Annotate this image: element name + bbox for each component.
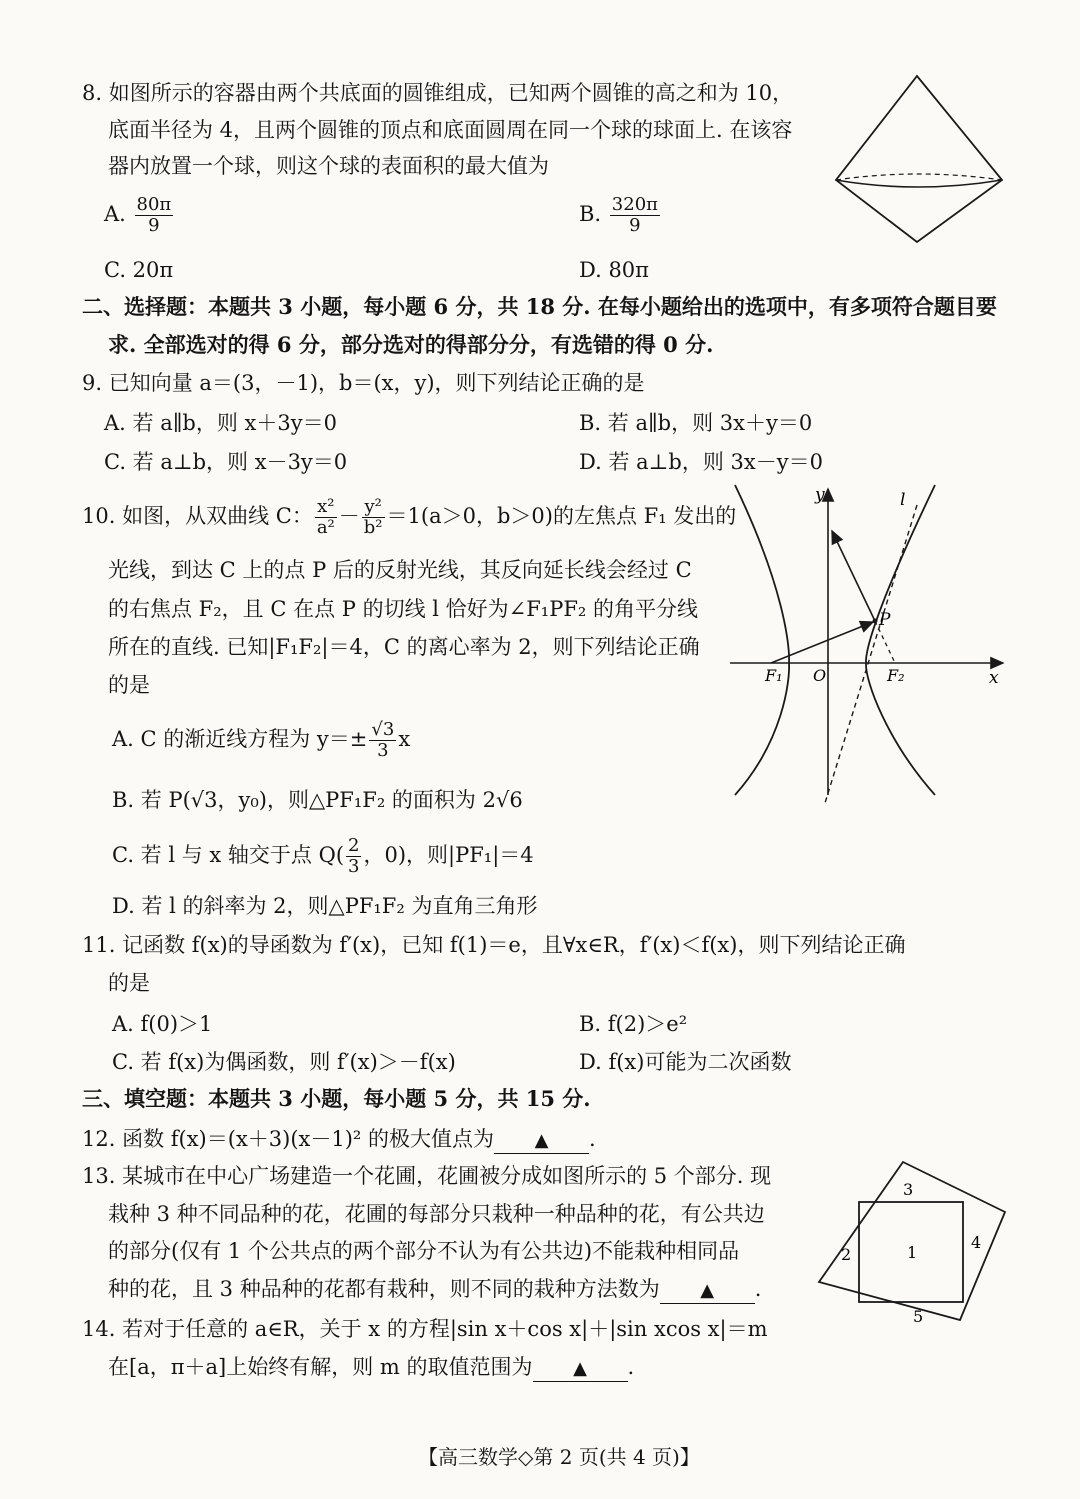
- q10-minus: －: [338, 504, 360, 528]
- q13-period: .: [754, 1277, 762, 1301]
- q8-option-a-denominator: 9: [148, 215, 160, 236]
- q13-stem-line4: [108, 1274, 761, 1304]
- q13-stem-line1: 13. 某城市在中心广场建造一个花圃，花圃被分成如图所示的 5 个部分. 现: [82, 1164, 772, 1188]
- q10-stem-suffix: ＝1(a＞0，b＞0)的左焦点 F₁ 发出的: [386, 504, 737, 528]
- region-5-label: 5: [913, 1307, 924, 1326]
- q14-stem-line2: [108, 1352, 634, 1382]
- q11-option-b: B. f(2)＞e²: [579, 1012, 688, 1036]
- q10-option-c-text: C. 若 l 与 x 轴交于点 Q(: [112, 843, 345, 867]
- q10-frac-a2: a²: [316, 517, 335, 538]
- q10-stem-line5: 的是: [108, 673, 150, 697]
- q8-stem-line3: 器内放置一个球，则这个球的表面积的最大值为: [108, 154, 549, 178]
- q13-answer-blank[interactable]: ▲: [660, 1281, 755, 1304]
- q9-option-c: C. 若 a⊥b，则 x－3y＝0: [104, 450, 348, 474]
- q10-option-c: [112, 836, 534, 877]
- q13-text: 种的花，且 3 种品种的花都有栽种，则不同的栽种方法数为: [108, 1277, 660, 1301]
- label-p: P: [879, 610, 891, 630]
- section3-heading: 三、填空题：本题共 3 小题，每小题 5 分，共 15 分.: [82, 1086, 591, 1111]
- q9-option-a: A. 若 a∥b，则 x＋3y＝0: [104, 411, 337, 435]
- q12-text: 12. 函数 f(x)＝(x＋3)(x－1)² 的极大值点为: [82, 1127, 495, 1151]
- label-f2: F₂: [887, 666, 905, 685]
- section2-heading-line2: 求. 全部选对的得 6 分，部分选对的得部分分，有选错的得 0 分.: [108, 332, 714, 357]
- q10-frac-b2: b²: [363, 517, 383, 538]
- q8-option-b-label: B.: [579, 202, 602, 226]
- q10-frac-y2: y²: [362, 497, 385, 518]
- page-footer: 【高三数学◇第 2 页(共 4 页)】: [418, 1445, 700, 1469]
- q10-hyperbola-figure: [725, 475, 1015, 805]
- q14-stem-line1: 14. 若对于任意的 a∈R，关于 x 的方程|sin x＋cos x|＋|sin xcos x|＝m: [82, 1317, 768, 1341]
- q10-option-d: D. 若 l 的斜率为 2，则△PF₁F₂ 为直角三角形: [112, 894, 538, 918]
- label-f1: F₁: [765, 666, 783, 685]
- q8-option-b-denominator: 9: [629, 215, 641, 236]
- q14-period: .: [627, 1355, 635, 1379]
- q12-period: .: [589, 1127, 596, 1151]
- q8-stem-line2: 底面半径为 4，且两个圆锥的顶点和底面圆周在同一个球的球面上. 在该容: [108, 118, 793, 142]
- label-x: x: [989, 668, 999, 688]
- q10-frac-x2: x²: [315, 497, 337, 518]
- q10-stem-prefix: 10. 如图，从双曲线 C：: [82, 504, 313, 528]
- q10-option-a: [112, 720, 410, 761]
- q10-option-a-suffix: x: [398, 727, 411, 751]
- q11-option-d: D. f(x)可能为二次函数: [579, 1050, 792, 1074]
- q10-option-a-numerator: √3: [371, 719, 395, 740]
- q9-option-d: D. 若 a⊥b，则 3x－y＝0: [579, 450, 823, 474]
- region-3-label: 3: [903, 1180, 914, 1199]
- q10-stem-line1: [82, 497, 736, 538]
- q10-option-c-denominator: 3: [348, 856, 360, 877]
- reflected-ray: [832, 531, 875, 621]
- q11-option-c: C. 若 f(x)为偶函数，则 f′(x)＞－f(x): [112, 1050, 456, 1074]
- q8-option-a: [104, 195, 175, 236]
- q11-stem-line2: 的是: [108, 971, 150, 995]
- q10-stem-line3: 的右焦点 F₂，且 C 在点 P 的切线 l 恰好为∠F₁PF₂ 的角平分线: [108, 597, 699, 621]
- q8-option-c: C. 20π: [104, 258, 174, 282]
- q14-text: 在[a，π＋a]上始终有解，则 m 的取值范围为: [108, 1355, 533, 1379]
- label-y: y: [815, 485, 825, 505]
- q8-option-a-label: A.: [104, 202, 126, 226]
- point-p: [873, 619, 878, 624]
- hyperbola-left-branch: [735, 485, 789, 795]
- q12-answer-blank[interactable]: ▲: [494, 1131, 589, 1154]
- q10-stem-line2: 光线，到达 C 上的点 P 后的反射光线，其反向延长线会经过 C: [108, 558, 692, 582]
- cone-base-back: [836, 174, 1002, 180]
- tangent-line-l: [825, 505, 917, 803]
- cone-base-front: [836, 180, 1002, 187]
- region-1-label: 1: [907, 1243, 918, 1262]
- q8-double-cone-figure: [832, 72, 1012, 248]
- q10-option-b: B. 若 P(√3，y₀)，则△PF₁F₂ 的面积为 2√6: [112, 788, 523, 812]
- section2-heading-line1: 二、选择题：本题共 3 小题，每小题 6 分，共 18 分. 在每小题给出的选项中，有多项符合题目要: [82, 294, 997, 319]
- cone-outline: [836, 76, 1002, 242]
- q8-option-a-numerator: 80π: [136, 194, 172, 215]
- q11-option-a: A. f(0)＞1: [112, 1012, 213, 1036]
- q13-garden-figure: [815, 1158, 1015, 1343]
- label-o: O: [813, 666, 827, 685]
- q12-stem: [82, 1124, 596, 1154]
- label-l: l: [900, 490, 906, 510]
- q8-option-d: D. 80π: [579, 258, 649, 282]
- q9-stem: 9. 已知向量 a＝(3，－1)，b＝(x，y)，则下列结论正确的是: [82, 371, 645, 395]
- q10-option-c-suffix: ，0)，则|PF₁|＝4: [363, 843, 534, 867]
- q13-stem-line3: 的部分(仅有 1 个公共点的两个部分不认为有公共边)不能栽种相同品: [108, 1239, 740, 1263]
- q8-option-b: [579, 195, 662, 236]
- q10-option-c-numerator: 2: [348, 835, 360, 856]
- region-4-label: 4: [971, 1233, 982, 1252]
- q10-stem-line4: 所在的直线. 已知|F₁F₂|＝4，C 的离心率为 2，则下列结论正确: [108, 635, 700, 659]
- q9-option-b: B. 若 a∥b，则 3x＋y＝0: [579, 411, 813, 435]
- hyperbola-right-branch: [866, 485, 935, 795]
- q10-option-a-denominator: 3: [377, 740, 389, 761]
- q13-stem-line2: 栽种 3 种不同品种的花，花圃的每部分只栽种一种品种的花，有公共边: [108, 1202, 765, 1226]
- q8-stem-line1: 8. 如图所示的容器由两个共底面的圆锥组成，已知两个圆锥的高之和为 10，: [82, 81, 794, 105]
- q8-option-b-numerator: 320π: [611, 194, 658, 215]
- region-2-label: 2: [841, 1245, 852, 1264]
- q14-answer-blank[interactable]: ▲: [533, 1359, 628, 1382]
- q10-option-a-text: A. C 的渐近线方程为 y＝±: [112, 727, 368, 751]
- q11-stem-line1: 11. 记函数 f(x)的导函数为 f′(x)，已知 f(1)＝e，且∀x∈R，f′(x)＜f(x)，则下列结论正确: [82, 933, 906, 957]
